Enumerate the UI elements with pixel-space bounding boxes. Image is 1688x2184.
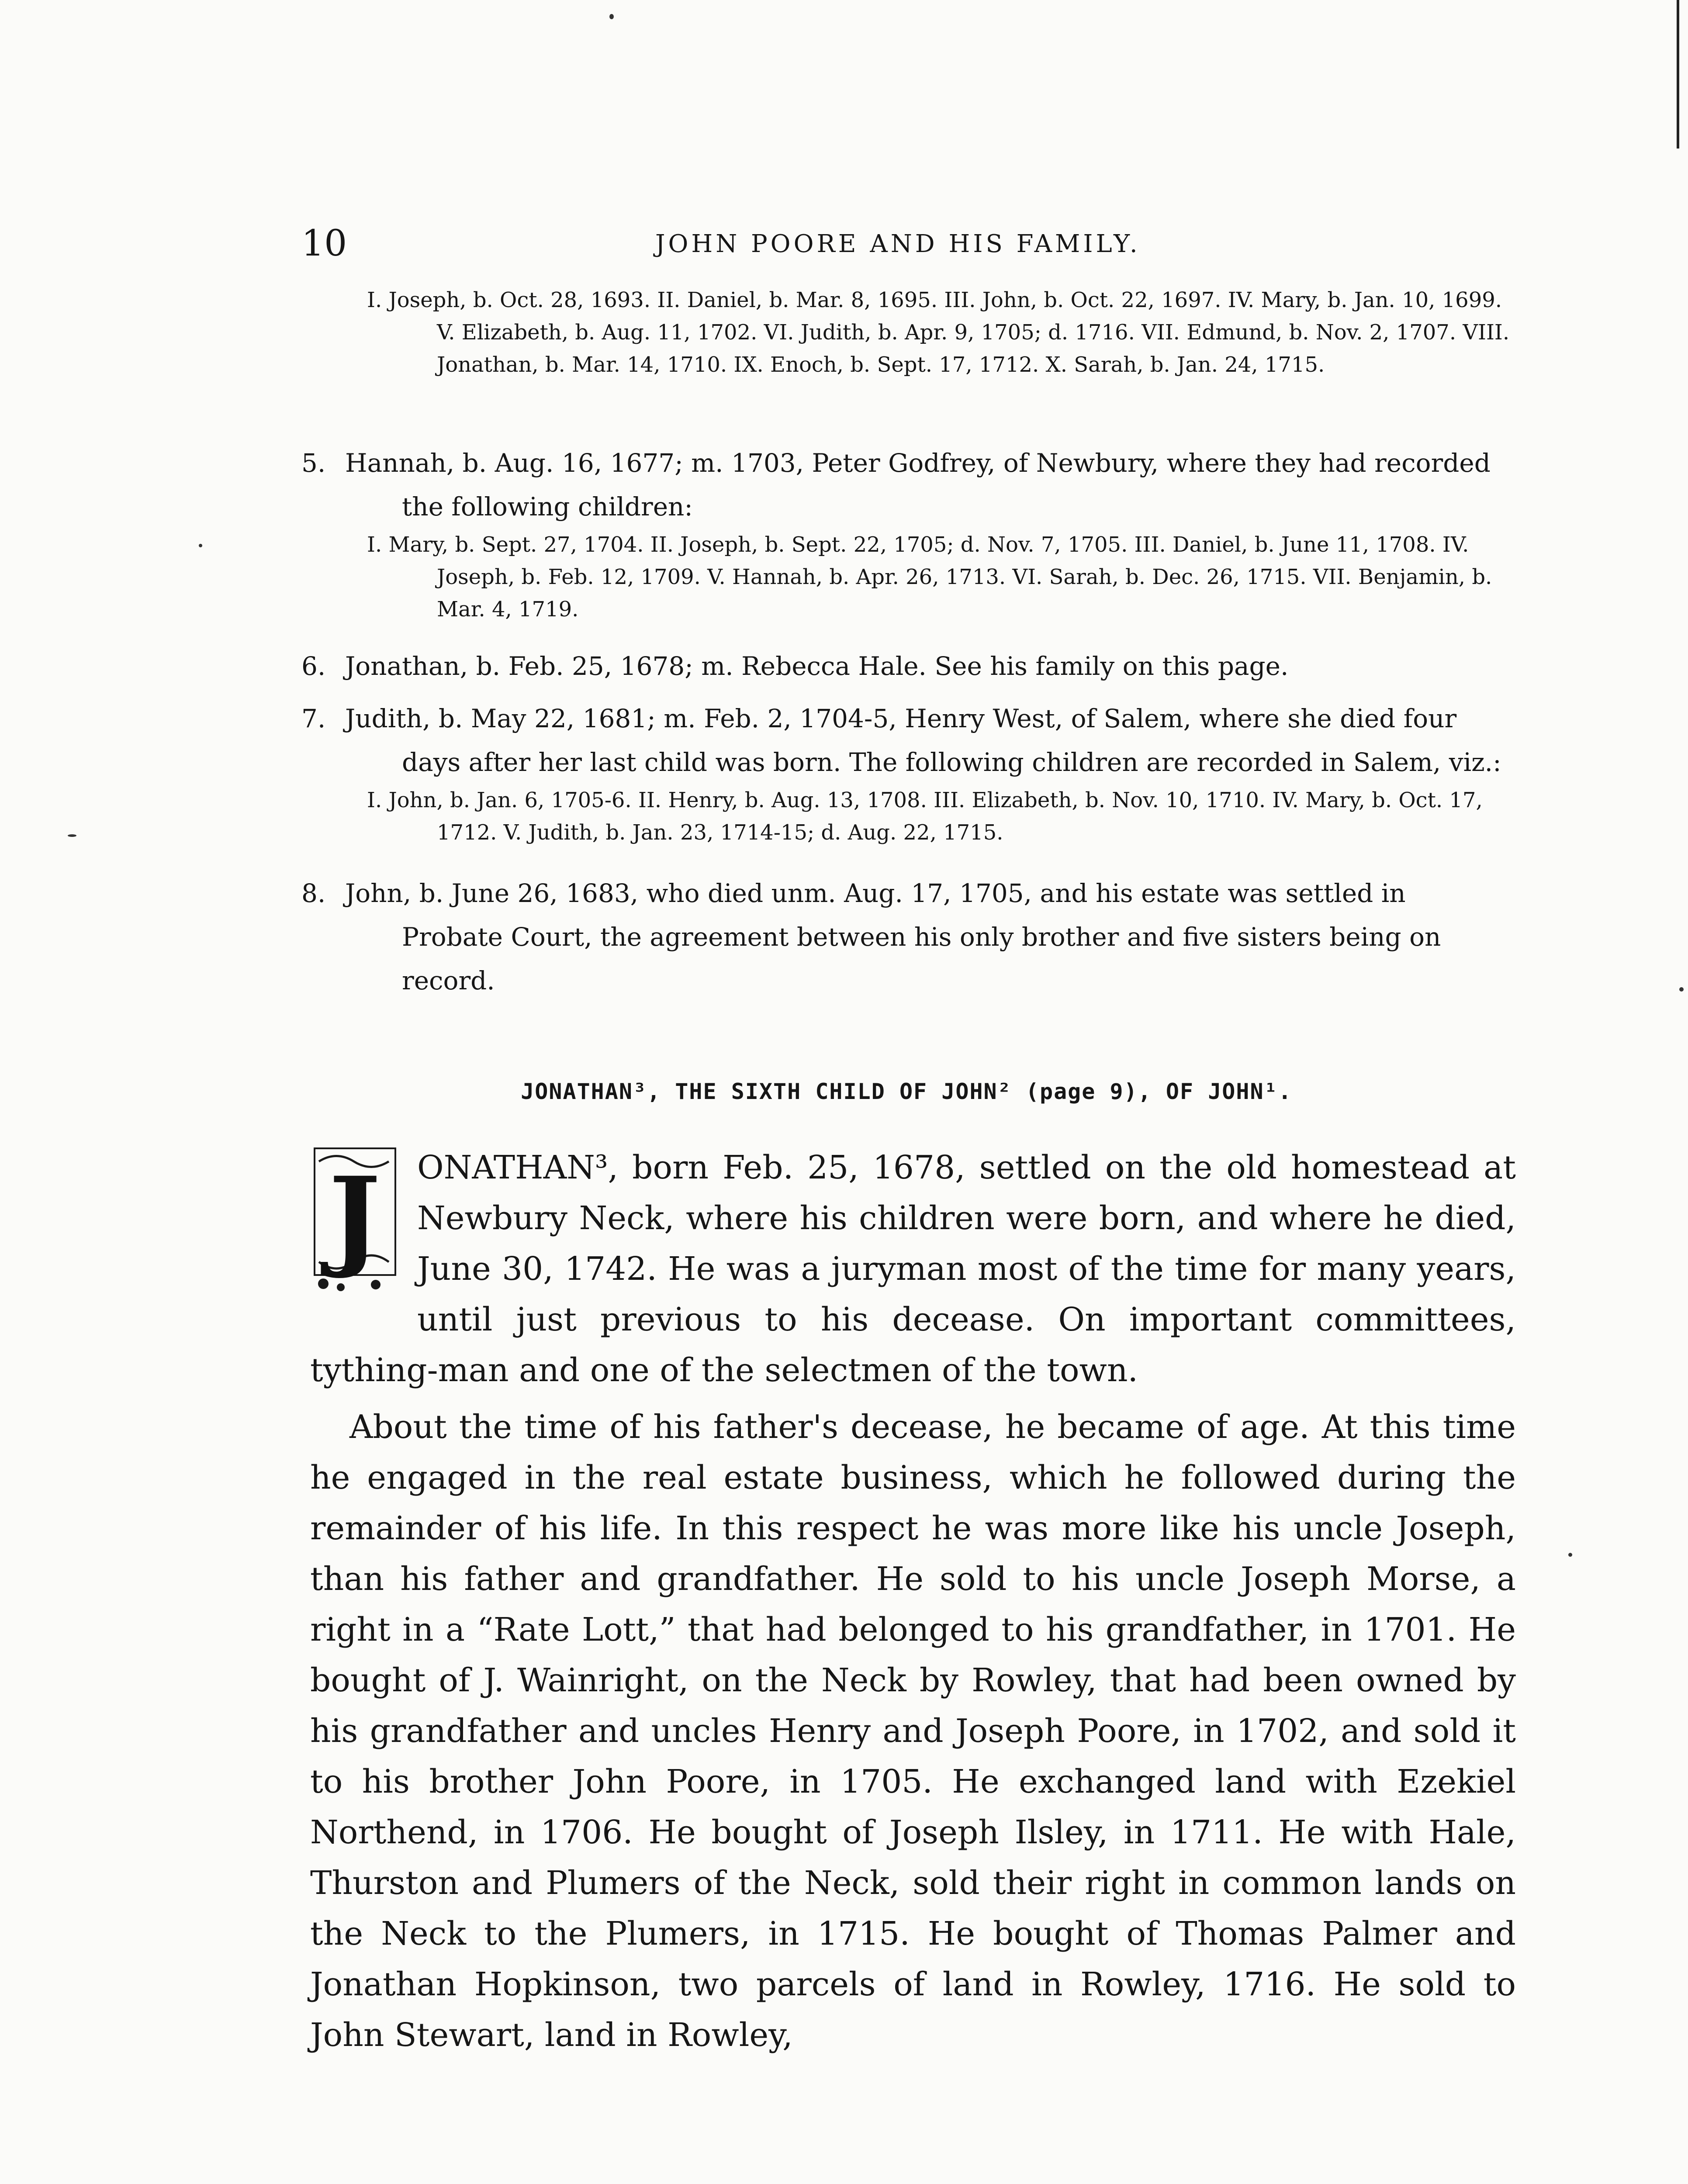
page-number: 10 — [301, 223, 347, 264]
print-speck — [1679, 987, 1684, 992]
entry-number: 7. — [301, 704, 326, 733]
dropcap-ornament-icon — [310, 1144, 400, 1295]
entry-text — [301, 697, 1512, 784]
second-paragraph: About the time of his father's decease, he became of age. At this time he engaged in the real estate business, which he followed during the remainder of his life. In this respect he was more like his uncle Joseph, than his father and grandfather. He sold to his uncle Joseph Morse, a right in a “Rate Lott,” that had belonged to his grandfather, in 1701. He bought of J. Wainright, on the Neck by Rowley, that had been owned by his grandfather and uncles Henry and Joseph Poore, in 1702, and sold it to his brother John Poore, in 1705. He exchanged land with Ezekiel Northend, in 1706. He bought of Joseph Ilsley, in 1711. He with Hale, Thurston and Plumers of the Neck, sold their right in common lands on the Neck to the Plumers, in 1715. He bought of Thomas Palmer and Jonathan Hopkinson, two parcels of land in Rowley, 1716. He sold to John Stewart, land in Rowley, — [310, 1408, 1516, 2054]
children-list: I. Mary, b. Sept. 27, 1704. II. Joseph, b. Sept. 22, 1705; d. Nov. 7, 1705. III. Daniel, b. June 11, 1708. IV. Joseph, b. Feb. 12, 1709. V. Hannah, b. Apr. 26, 1713. VI. Sarah, b. Dec. 26, 1715. VII. Benjamin, b. Mar. 4, 1719. — [367, 532, 1492, 622]
body-text — [310, 1142, 1516, 2060]
entry-5 — [301, 441, 1512, 625]
entry-body: John, b. June 26, 1683, who died unm. Aug. 17, 1705, and his estate was settled in Probate Court, the agreement between his only brother and five sisters being on record. — [345, 878, 1441, 995]
children-list: I. Joseph, b. Oct. 28, 1693. II. Daniel, b. Mar. 8, 1695. III. John, b. Oct. 22, 1697. IV. Mary, b. Jan. 10, 1699. V. Elizabeth, b. Aug. 11, 1702. VI. Judith, b. Apr. 9, 1705; d. 1716. VII. Edmund, b. Nov. 2, 1707. VIII. Jonathan, b. Mar. 14, 1710. IX. Enoch, b. Sept. 17, 1712. X. Sarah, b. Jan. 24, 1715. — [367, 288, 1510, 377]
entry-text — [301, 871, 1512, 1002]
print-speck — [609, 14, 614, 19]
entry-6 — [301, 644, 1512, 688]
first-paragraph — [310, 1142, 1516, 1396]
print-speck — [1568, 1553, 1572, 1557]
entry-number: 6. — [301, 651, 326, 681]
dropcap-letter: J — [329, 1153, 381, 1281]
ornamental-dropcap — [310, 1144, 400, 1295]
page-edge-mark — [1677, 0, 1679, 149]
entry-7 — [301, 697, 1512, 849]
section-heading: JONATHAN³, THE SIXTH CHILD OF JOHN² (page 9), OF JOHN¹. — [521, 1079, 1292, 1104]
entry-body: Judith, b. May 22, 1681; m. Feb. 2, 1704-5, Henry West, of Salem, where she died four days after her last child was born. The following children are recorded in Salem, viz.: — [345, 704, 1501, 777]
print-speck — [68, 834, 76, 837]
print-speck — [199, 544, 202, 547]
entry-text — [301, 441, 1512, 529]
entry-8 — [301, 871, 1512, 1002]
entry-text — [301, 644, 1512, 688]
entry-number: 5. — [301, 448, 326, 478]
entry-number: 8. — [301, 878, 326, 908]
entry-body: Hannah, b. Aug. 16, 1677; m. 1703, Peter Godfrey, of Newbury, where they had recorded the following children: — [345, 448, 1491, 522]
entry-body: Jonathan, b. Feb. 25, 1678; m. Rebecca Hale. See his family on this page. — [345, 651, 1289, 681]
children-list: I. John, b. Jan. 6, 1705-6. II. Henry, b. Aug. 13, 1708. III. Elizabeth, b. Nov. 10, 1710. IV. Mary, b. Oct. 17, 1712. V. Judith, b. Jan. 23, 1714-15; d. Aug. 22, 1715. — [367, 788, 1483, 845]
continued-children-list — [301, 284, 1512, 381]
page-header — [301, 223, 1512, 271]
first-paragraph-text: ONATHAN³, born Feb. 25, 1678, settled on the old homestead at Newbury Neck, where his children were born, and where he died, June 30, 1742. He was a juryman most of the time for many years, until just previous to his decease. On important committees, tything-man and one of the selectmen of the town. — [310, 1149, 1516, 1389]
running-title: JOHN POORE AND HIS FAMILY. — [655, 230, 1141, 258]
